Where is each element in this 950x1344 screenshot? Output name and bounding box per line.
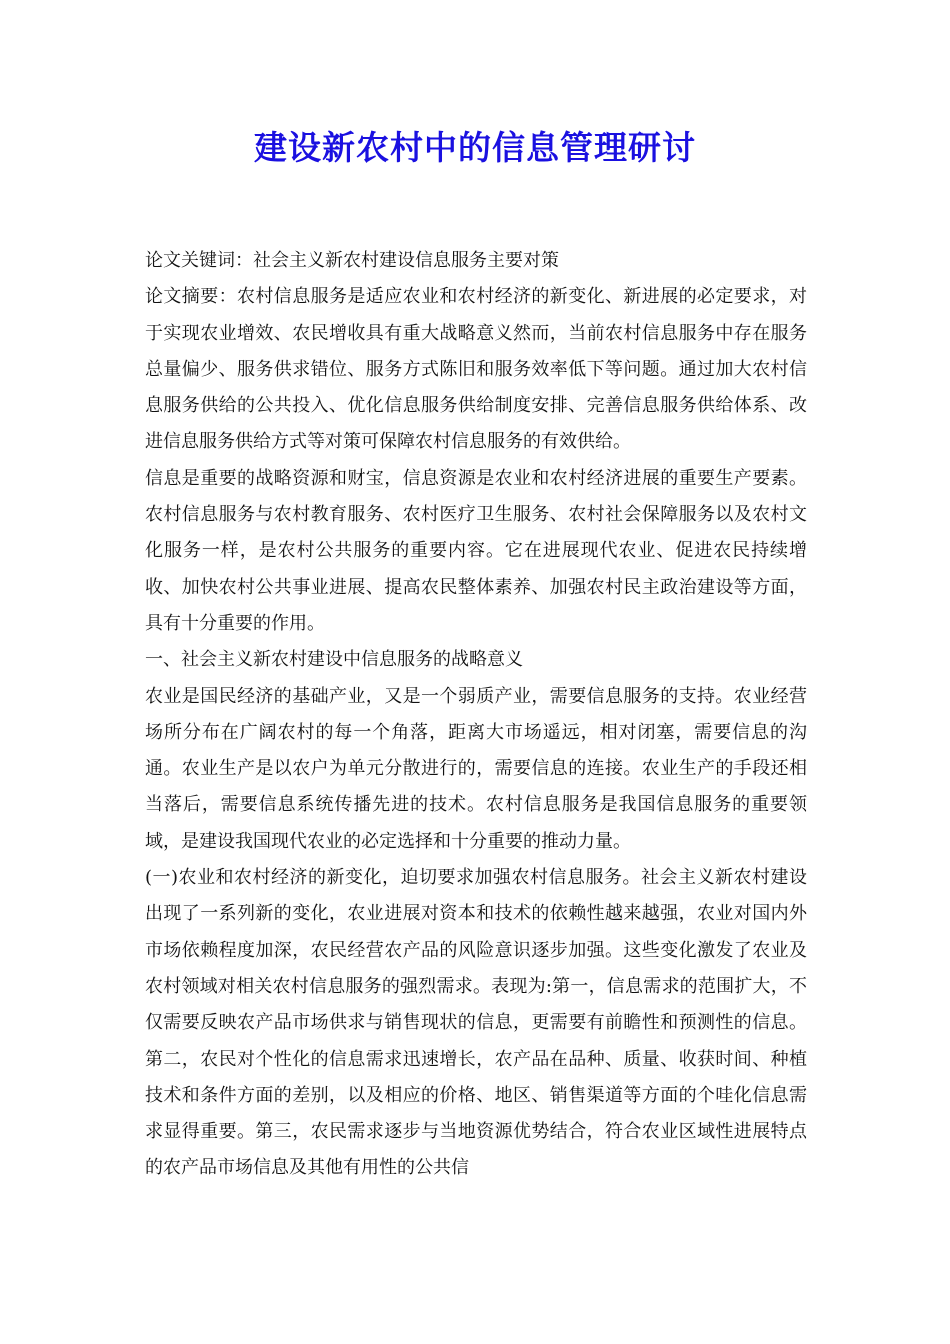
abstract-paragraph: 论文摘要：农村信息服务是适应农业和农村经济的新变化、新进展的必定要求，对于实现农业增效、农民增收具有重大战略意义然而，当前农村信息服务中存在服务总量偏少、服务供求错位、服务方式陈旧和服务效率低下等问题。通过加大农村信息服务供给的公共投入、优化信息服务供给制度安排、完善信息服务供给体系、改进信息服务供给方式等对策可保障农村信息服务的有效供给。 bbox=[145, 286, 807, 453]
document-title: 建设新农村中的信息管理研讨 bbox=[254, 128, 696, 167]
section-heading: 一、社会主义新农村建设中信息服务的战略意义 bbox=[145, 649, 523, 671]
keywords-line: 论文关键词：社会主义新农村建设信息服务主要对策 bbox=[145, 250, 559, 271]
body-paragraph: (一)农业和农村经济的新变化，迫切要求加强农村信息服务。社会主义新农村建设出现了一系列新的变化，农业进展对资本和技术的依赖性越来越强，农业对国内外市场依赖程度加深，农民经营农产品的风险意识逐步加强。这些变化激发了农业及农村领域对相关农村信息服务的强烈需求。表现为:第一，信息需求的范围扩大，不仅需要反映农产品市场供求与销售现状的信息，更需要有前瞻性和预测性的信息。第二，农民对个性化的信息需求迅速增长，农产品在品种、质量、收获时间、种植技术和条件方面的差别，以及相应的价格、地区、销售渠道等方面的个哇化信息需求显得重要。第三，农民需求逐步与当地资源优势结合，符合农业区域性进展特点的农产品市场信息及其他有用性的公共信 bbox=[145, 867, 807, 1179]
body-paragraph: 农业是国民经济的基础产业，又是一个弱质产业，需要信息服务的支持。农业经营场所分布在广阔农村的每一个角落，距离大市场遥远，相对闭塞，需要信息的沟通。农业生产是以农户为单元分散进行的，需要信息的连接。农业生产的手段还相当落后，需要信息系统传播先进的技术。农村信息服务是我国信息服务的重要领域，是建设我国现代农业的必定选择和十分重要的推动力量。 bbox=[145, 685, 807, 852]
body-paragraph: 信息是重要的战略资源和财宝，信息资源是农业和农村经济进展的重要生产要素。农村信息服务与农村教育服务、农村医疗卫生服务、农村社会保障服务以及农村文化服务一样，是农村公共服务的重要内容。它在进展现代农业、促进农民持续增收、加快农村公共事业进展、提高农民整体素养、加强农村民主政治建设等方面，具有十分重要的作用。 bbox=[145, 467, 807, 634]
document-body bbox=[145, 243, 807, 1187]
